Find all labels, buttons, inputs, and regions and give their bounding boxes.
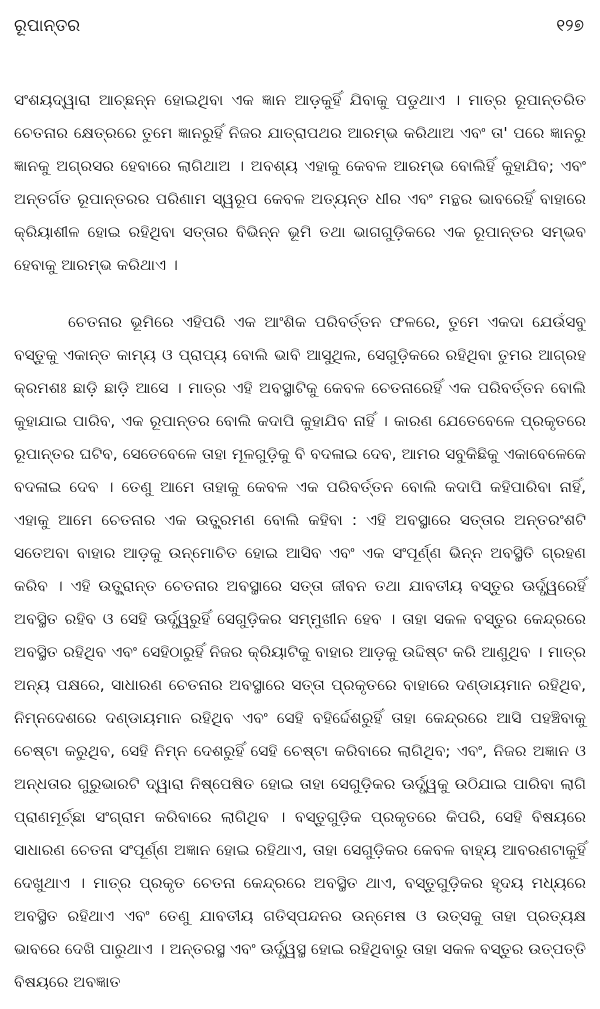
body-text: [14, 84, 586, 999]
paragraph-2: ଚେତନାର ଭୂମିରେ ଏହିପରି ଏକ ଆଂଶିକ ପରିବର୍ତ୍ତନ ଫଳରେ, ତୁମେ ଏକଦା ଯେଉଁସବୁ ବସ୍ତୁକୁ ଏକାନ୍ତ କାମ୍ୟ ଓ ପ୍ରାପ୍ୟ ବୋଲି ଭାବି ଆସୁଥିଲ, ସେଗୁଡ଼ିକରେ ରହିଥିବା ତୁମର ଆଗ୍ରହ କ୍ରମଶଃ ଛାଡ଼ି ଛାଡ଼ି ଆସେ । ମାତ୍ର ଏହି ଅବସ୍ଥାଟିକୁ କେବଳ ଚେତନାରେହିଁ ଏକ ପରିବର୍ତ୍ତନ ବୋଲି କୁହାଯାଇ ପାରିବ, ଏକ ରୂପାନ୍ତର ବୋଲି କଦାପି କୁହାଯିବ ନାହିଁ । କାରଣ ଯେତେବେଳେ ପ୍ରକୃତରେ ରୂପାନ୍ତର ଘଟିବ, ସେତେବେଳେ ତାହା ମୂଳଗୁଡ଼ିକୁ ବି ବଦଳାଇ ଦେବ, ଆମର ସବୁକିଛିକୁ ଏକାବେଳେକେ ବଦଳାଇ ଦେବ । ତେଣୁ ଆମେ ତାହାକୁ କେବଳ ଏକ ପରିବର୍ତ୍ତନ ବୋଲି କଦାପି କହିପାରିବା ନାହିଁ, ଏହାକୁ ଆମେ ଚେତନାର ଏକ ଉତ୍କ୍ରମଣ ବୋଲି କହିବା : ଏହି ଅବସ୍ଥାରେ ସତ୍ତାର ଅନ୍ତରଂଶଟି ସତେଅବା ବାହାର ଆଡ଼କୁ ଉନ୍ମୋଚିତ ହୋଇ ଆସିବ ଏବଂ ଏକ ସଂପୂର୍ଣ୍ଣ ଭିନ୍ନ ଅବସ୍ଥିତି ଗ୍ରହଣ କରିବ । ଏହି ଉତ୍କ୍ରାନ୍ତ ଚେତନାର ଅବସ୍ଥାରେ ସତ୍ତା ଜୀବନ ତଥା ଯାବତୀୟ ବସ୍ତୁର ଊର୍ଦ୍ଧ୍ୱରେହିଁ ଅବସ୍ଥିତ ରହିବ ଓ ସେହି ଊର୍ଦ୍ଧ୍ୱରୁହିଁ ସେଗୁଡ଼ିକର ସମ୍ମୁଖୀନ ହେବ । ତାହା ସକଳ ବସ୍ତୁର କେନ୍ଦ୍ରରେ ଅବସ୍ଥିତ ରହିଥିବ ଏବଂ ସେହିଠାରୁହିଁ ନିଜର କ୍ରିୟାଟିକୁ ବାହାର ଆଡ଼କୁ ଉଦ୍ଦିଷ୍ଟ କରି ଆଣୁଥିବ । ମାତ୍ର ଅନ୍ୟ ପକ୍ଷରେ, ସାଧାରଣ ଚେତନାର ଅବସ୍ଥାରେ ସତ୍ତା ପ୍ରକୃତରେ ବାହାରେ ଦଣ୍ଡାୟମାନ ରହିଥିବ, ନିମ୍ନଦେଶରେ ଦଣ୍ଡାୟମାନ ରହିଥିବ ଏବଂ ସେହି ବହିର୍ଦ୍ଦେଶରୁହିଁ ତାହା କେନ୍ଦ୍ରରେ ଆସି ପହଞ୍ଚିବାକୁ ଚେଷ୍ଟା କରୁଥିବ, ସେହି ନିମ୍ନ ଦେଶରୁହିଁ ସେହି ଚେଷ୍ଟା କରିବାରେ ଲାଗିଥିବ; ଏବଂ, ନିଜର ଅଜ୍ଞାନ ଓ ଅନ୍ଧତାର ଗୁରୁଭାରଟି ଦ୍ୱାରା ନିଷ୍ପେଷିତ ହୋଇ ତାହା ସେଗୁଡ଼ିକର ଊର୍ଦ୍ଧ୍ୱକୁ ଉଠିଯାଇ ପାରିବା ଲାଗି ପ୍ରାଣମୂର୍ଚ୍ଛା ସଂଗ୍ରାମ କରିବାରେ ଲାଗିଥିବ । ବସ୍ତୁଗୁଡ଼ିକ ପ୍ରକୃତରେ କିପରି, ସେହି ବିଷୟରେ ସାଧାରଣ ଚେତନା ସଂପୂର୍ଣ୍ଣ ଅଜ୍ଞାନ ହୋଇ ରହିଥାଏ, ତାହା ସେଗୁଡ଼ିକର କେବଳ ବାହ୍ୟ ଆବରଣଟାକୁହିଁ ଦେଖୁଥାଏ । ମାତ୍ର ପ୍ରକୃତ ଚେତନା କେନ୍ଦ୍ରରେ ଅବସ୍ଥିତ ଥାଏ, ବସ୍ତୁଗୁଡ଼ିକର ହୃଦୟ ମଧ୍ୟରେ ଅବସ୍ଥିତ ରହିଥାଏ ଏବଂ ତେଣୁ ଯାବତୀୟ ଗତିସ୍ପନ୍ଦନର ଉନ୍ମେଷ ଓ ଉତ୍ସକୁ ତାହା ପ୍ରତ୍ୟକ୍ଷ ଭାବରେ ଦେଖି ପାରୁଥାଏ । ଅନ୍ତରସ୍ଥ ଏବଂ ଊର୍ଦ୍ଧ୍ୱସ୍ଥ ହୋଇ ରହିଥିବାରୁ ତାହା ସକଳ ବସ୍ତୁର ଉତ୍ପତ୍ତି ବିଷୟରେ ଅବଜ୍ଞାତ: [14, 313, 586, 991]
running-title: ରୂପାନ୍ତର: [14, 16, 81, 36]
paragraph-1: ସଂଶୟଦ୍ୱାରା ଆଚ୍ଛନ୍ନ ହୋଇଥିବା ଏକ ଜ୍ଞାନ ଆଡ଼କୁହିଁ ଯିବାକୁ ପଡୁଥାଏ । ମାତ୍ର ରୂପାନ୍ତରିତ ଚେତନାର କ୍ଷେତ୍ରରେ ତୁମେ ଜ୍ଞାନରୁହିଁ ନିଜର ଯାତ୍ରାପଥର ଆରମ୍ଭ କରିଥାଅ ଏବଂ ତା' ପରେ ଜ୍ଞାନରୁ ଜ୍ଞାନକୁ ଅଗ୍ରସର ହେବାରେ ଲାଗିଥାଅ । ଅବଶ୍ୟ ଏହାକୁ କେବଳ ଆରମ୍ଭ ବୋଲିହିଁ କୁହାଯିବ; ଏବଂ ଅନ୍ତର୍ଗତ ରୂପାନ୍ତରର ପରିଣାମ ସ୍ୱରୂପ କେବଳ ଅତ୍ୟନ୍ତ ଧୀର ଏବଂ ମନ୍ଥର ଭାବରେହିଁ ବାହାରେ କ୍ରିୟାଶୀଳ ହୋଇ ରହିଥିବା ସତ୍ତାର ବିଭିନ୍ନ ଭୂମି ତଥା ଭାଗଗୁଡ଼ିକରେ ଏକ ରୂପାନ୍ତର ସମ୍ଭବ ହେବାକୁ ଆରମ୍ଭ କରିଥାଏ ।: [14, 91, 586, 274]
running-head: [14, 12, 584, 42]
page-number: ୧୨୭: [556, 16, 584, 36]
